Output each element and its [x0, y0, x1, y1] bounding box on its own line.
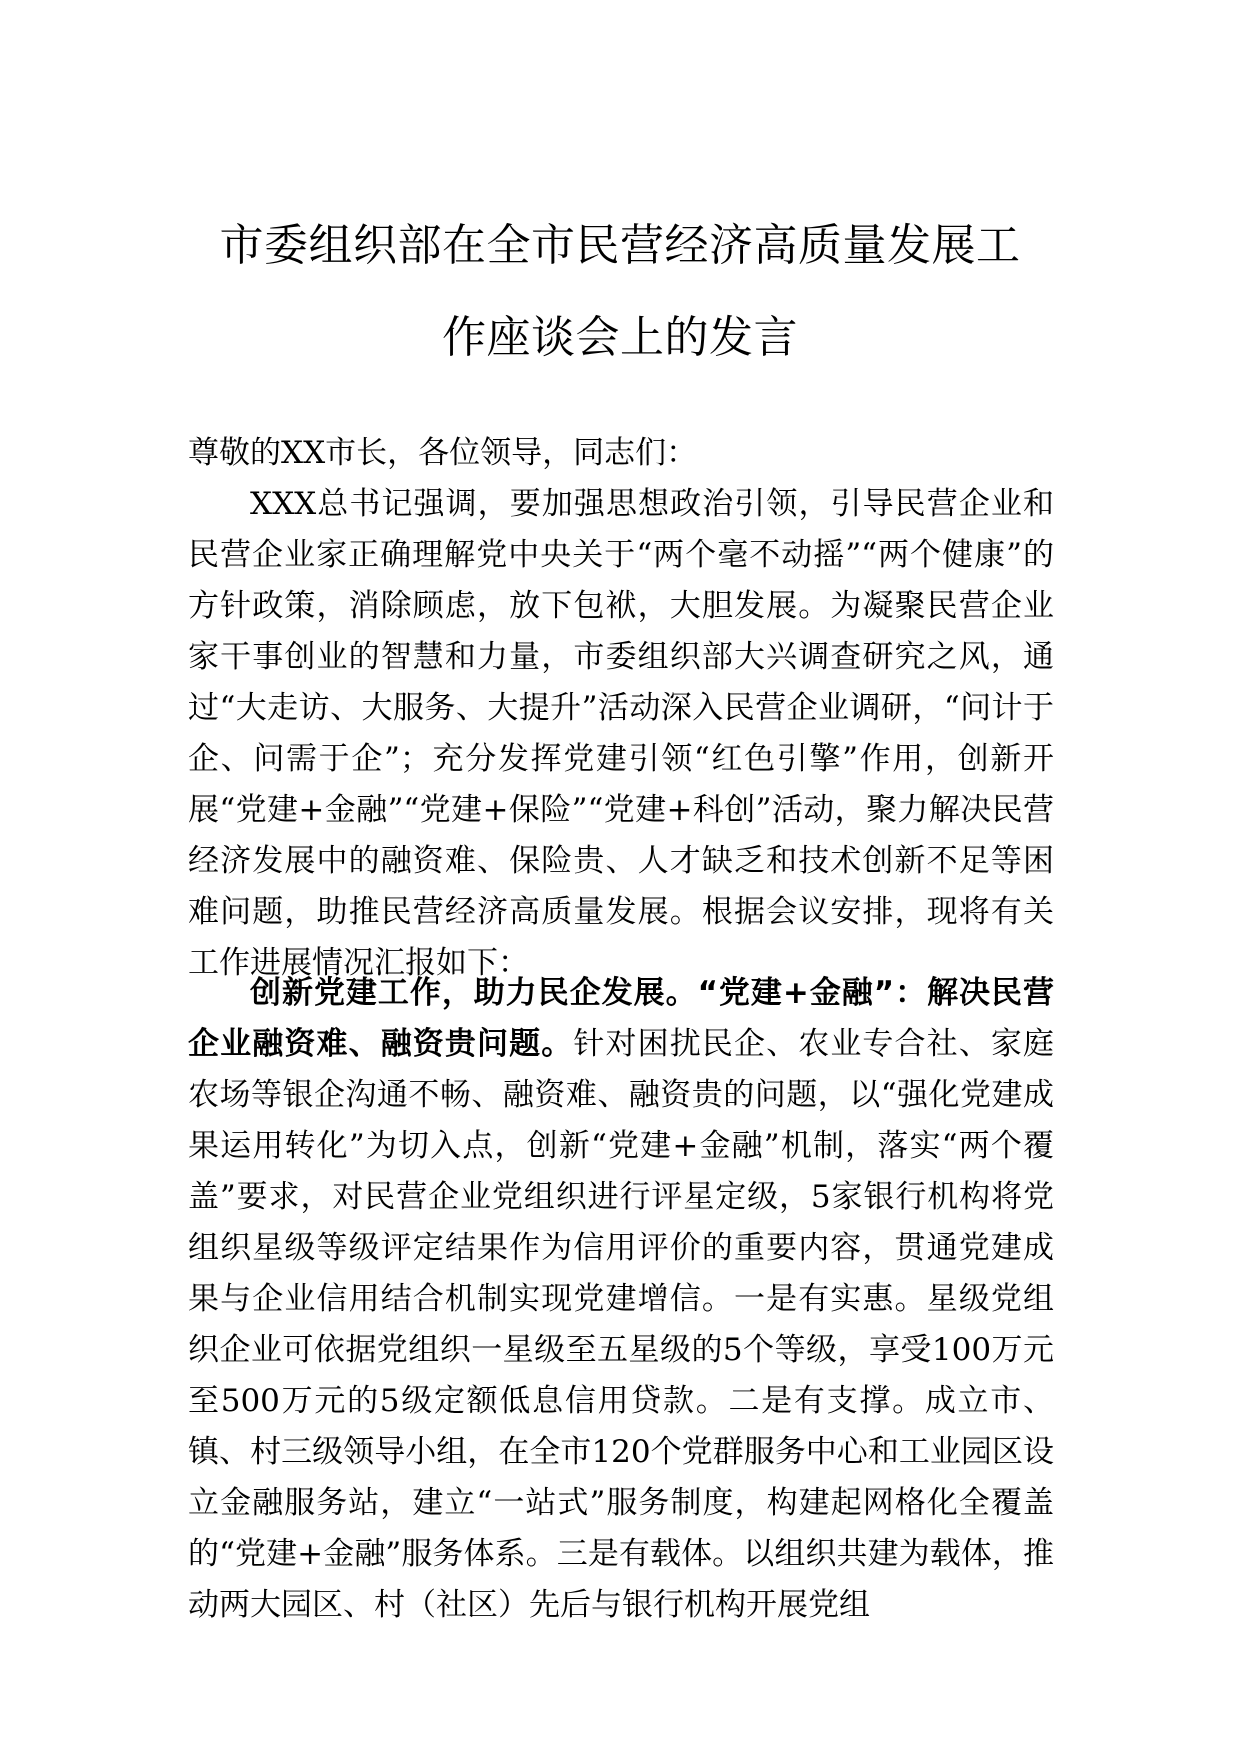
paragraph-intro: XXX总书记强调，要加强思想政治引领，引导民营企业和民营企业家正确理解党中央关于“两个毫不动摇”“两个健康”的方针政策，消除顾虑，放下包袱，大胆发展。为凝聚民营企业家干事创业的智慧和力量，市委组织部大兴调查研究之风，通过“大走访、大服务、大提升”活动深入民营企业调研，“问计于企、问需于企”；充分发挥党建引领“红色引擎”作用，创新开展“党建+金融”“党建+保险”“党建+科创”活动，聚力解决民营经济发展中的融资难、保险贵、人才缺乏和技术创新不足等困难问题，助推民营经济高质量发展。根据会议安排，现将有关工作进展情况汇报如下： — [188, 486, 1054, 981]
document-title-line-2: 作座谈会上的发言 — [442, 312, 798, 363]
document-title-line-1: 市委组织部在全市民营经济高质量发展工 — [219, 220, 1021, 271]
paragraph-finance — [188, 968, 1054, 1631]
paragraph-body: 针对困扰民企、农业专合社、家庭农场等银企沟通不畅、融资难、融资贵的问题，以“强化党建成果运用转化”为切入点，创新“党建+金融”机制，落实“两个覆盖”要求，对民营企业党组织进行评星定级，5家银行机构将党组织星级等级评定结果作为信用评价的重要内容，贯通党建成果与企业信用结合机制实现党建增信。一是有实惠。星级党组织企业可依据党组织一星级至五星级的5个等级，享受100万元至500万元的5级定额低息信用贷款。二是有支撑。成立市、镇、村三级领导小组，在全市120个党群服务中心和工业园区设立金融服务站，建立“一站式”服务制度，构建起网格化全覆盖的“党建+金融”服务体系。三是有载体。以组织共建为载体，推动两大园区、村（社区）先后与银行机构开展党组 — [188, 1026, 1055, 1623]
paragraph-heading: 创新党建工作，助力民企发展。“党建+金融”：解决民营企业融资难、融资贵问题。 — [188, 975, 1054, 1062]
salutation: 尊敬的XX市长，各位领导，同志们： — [188, 435, 698, 471]
